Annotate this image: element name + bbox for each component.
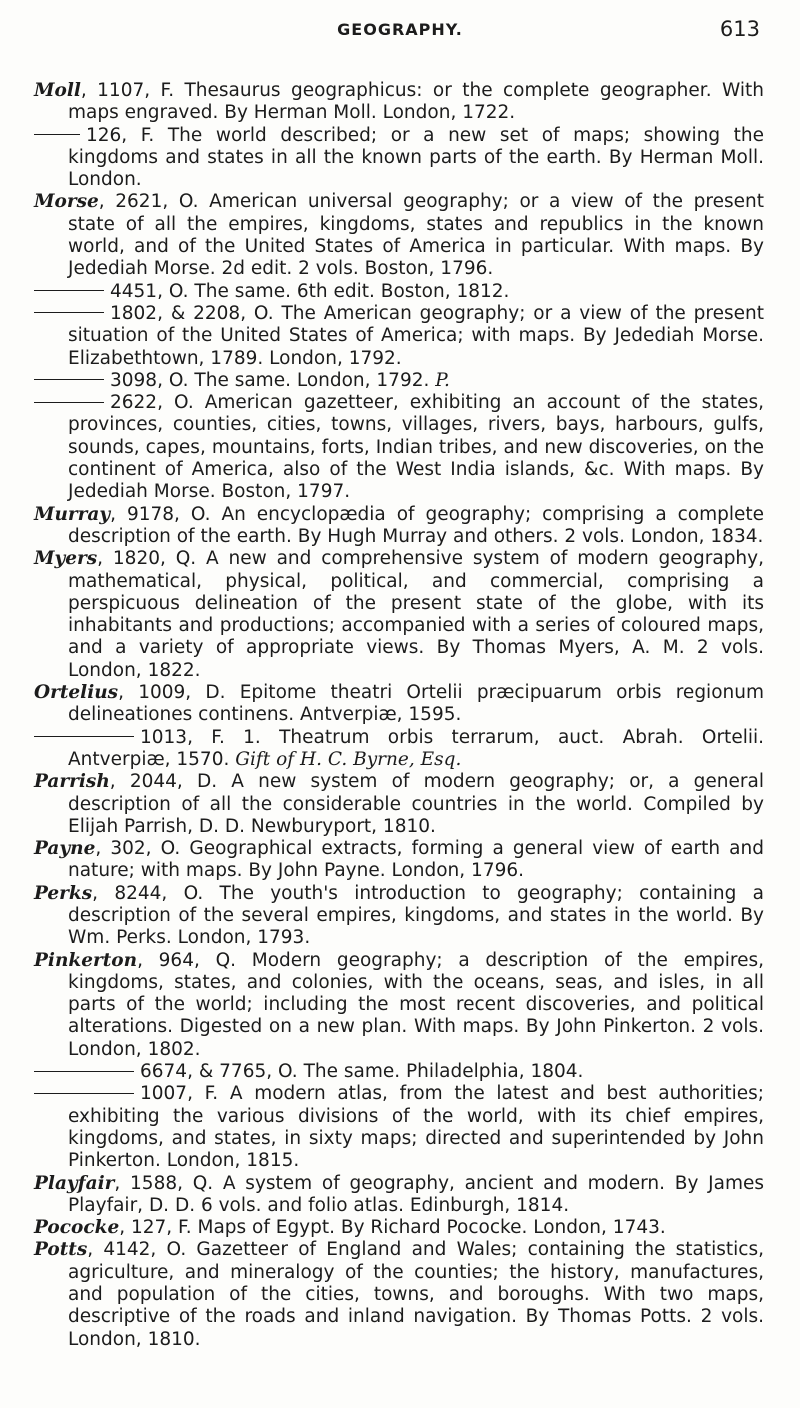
entry-text: , 2621, O. American universal geography; or a view of the present state of all the empires, kingdoms, states and republics in the known world, and of the United States of America in particular. With maps. By Jedediah Morse. 2d edit. 2 vols. Boston, 1796. xyxy=(68,191,764,280)
entry-text: , 2044, D. A new system of modern geography; or, a general description of all the considerable countries in the world. Compiled by Elijah Parrish, D. D. Newburyport, 1810. xyxy=(68,771,764,837)
catalog-entry xyxy=(34,1239,764,1350)
ditto-dash xyxy=(34,379,104,380)
entry-text: 2622, O. American gazetteer, exhibiting an account of the states, provinces, counties, cities, towns, villages, rivers, bays, harbours, gulfs, sounds, capes, mountains, forts, Indian tribes, and new discoveries, on the continent of America, also of the West India islands, &c. With maps. By Jedediah Morse. Boston, 1797. xyxy=(68,392,764,503)
ditto-dash xyxy=(34,134,80,135)
author-name: Ortelius xyxy=(34,682,119,704)
entry-text: , 1588, Q. A system of geography, ancient and modern. By James Playfair, D. D. 6 vols. and folio atlas. Edinburgh, 1814. xyxy=(68,1172,764,1216)
catalog-entries xyxy=(34,80,764,1351)
entry-text: 1013, F. 1. Theatrum orbis terrarum, auct. Abrah. Ortelii. Antverpiæ, 1570. xyxy=(68,726,764,770)
ditto-dash xyxy=(34,312,104,313)
page-header xyxy=(40,16,760,46)
author-name: Moll xyxy=(34,80,81,101)
catalog-entry xyxy=(34,504,764,549)
catalog-entry xyxy=(34,1217,764,1239)
catalog-entry xyxy=(34,1061,764,1083)
entry-text: , 4142, O. Gazetteer of England and Wales; containing the statistics, agriculture, and mineralogy of the counties; the history, manufactures, and population of the cities, towns, and boroughs. With two maps, descriptive of the roads and inland navigation. By Thomas Potts. 2 vols. London, 1810. xyxy=(68,1239,764,1350)
entry-note: Gift of H. C. Byrne, Esq. xyxy=(235,748,462,770)
ditto-dash xyxy=(34,290,104,291)
catalog-entry xyxy=(34,950,764,1061)
catalog-entry xyxy=(34,125,764,192)
catalog-entry xyxy=(34,281,764,303)
catalog-entry xyxy=(34,548,764,682)
ditto-dash xyxy=(34,1071,134,1072)
catalog-entry xyxy=(34,1173,764,1218)
author-name: Playfair xyxy=(34,1172,115,1194)
catalog-entry xyxy=(34,191,764,280)
entry-text: , 1820, Q. A new and comprehensive system of modern geography, mathematical, physical, political, and commercial, comprising a perspicuous delineation of the present state of the globe, with its inhabitants and productions; accompanied with a series of coloured maps, and a variety of appropriate views. By Thomas Myers, A. M. 2 vols. London, 1822. xyxy=(68,548,764,681)
catalog-entry xyxy=(34,727,764,772)
entry-text: , 9178, O. An encyclopædia of geography; comprising a complete description of the earth. By Hugh Murray and others. 2 vols. London, 1834. xyxy=(68,503,764,547)
catalog-entry xyxy=(34,370,764,392)
catalog-entry xyxy=(34,883,764,950)
entry-text: , 1107, F. Thesaurus geographicus: or the complete geographer. With maps engraved. By Herman Moll. London, 1722. xyxy=(68,80,764,124)
author-name: Pococke xyxy=(34,1217,120,1239)
page-number: 613 xyxy=(719,17,760,41)
entry-text: 1802, & 2208, O. The American geography; or a view of the present situation of the United States of America; with maps. By Jedediah Morse. Elizabethtown, 1789. London, 1792. xyxy=(68,302,764,369)
author-name: Payne xyxy=(34,838,96,860)
entry-text: , 964, Q. Modern geography; a description of the empires, kingdoms, states, and colonies, with the oceans, seas, and isles, in all parts of the world; including the most recent discoveries, and political alterations. Digested on a new plan. With maps. By John Pinkerton. 2 vols. London, 1802. xyxy=(68,949,764,1060)
entry-text: 126, F. The world described; or a new set of maps; showing the kingdoms and states in all the known parts of the earth. By Herman Moll. London. xyxy=(68,124,764,191)
catalog-entry xyxy=(34,392,764,503)
entry-text: , 127, F. Maps of Egypt. By Richard Pococke. London, 1743. xyxy=(119,1217,666,1239)
author-name: Murray xyxy=(34,503,111,525)
entry-text: 3098, O. The same. London, 1792. xyxy=(110,369,430,391)
catalog-entry xyxy=(34,80,764,125)
author-name: Parrish xyxy=(34,771,110,793)
catalog-entry xyxy=(34,682,764,727)
entry-note: P. xyxy=(435,369,450,391)
author-name: Morse xyxy=(34,191,99,213)
entry-text: 4451, O. The same. 6th edit. Boston, 1812. xyxy=(110,280,510,302)
entry-text: 6674, & 7765, O. The same. Philadelphia, 1804. xyxy=(140,1061,584,1083)
catalog-entry xyxy=(34,303,764,370)
entry-text: , 8244, O. The youth's introduction to geography; containing a description of the several empires, kingdoms, and states in the world. By Wm. Perks. London, 1793. xyxy=(68,882,764,949)
entry-text: 1007, F. A modern atlas, from the latest and best authorities; exhibiting the various divisions of the world, with its chief empires, kingdoms, and states, in sixty maps; directed and superintended by John Pinkerton. London, 1815. xyxy=(68,1083,764,1172)
author-name: Myers xyxy=(34,548,98,570)
catalog-entry xyxy=(34,1083,764,1172)
entry-text: , 1009, D. Epitome theatri Ortelii præcipuarum orbis regionum delineationes continens. Antverpiæ, 1595. xyxy=(68,682,764,726)
ditto-dash xyxy=(34,1093,134,1094)
catalog-entry xyxy=(34,771,764,838)
author-name: Perks xyxy=(34,882,93,904)
entry-text: , 302, O. Geographical extracts, forming a general view of earth and nature; with maps. By John Payne. London, 1796. xyxy=(68,838,764,882)
ditto-dash xyxy=(34,736,134,737)
running-title: GEOGRAPHY. xyxy=(337,20,463,39)
ditto-dash xyxy=(34,402,104,403)
catalog-entry xyxy=(34,838,764,883)
author-name: Pinkerton xyxy=(34,949,138,971)
author-name: Potts xyxy=(34,1239,88,1261)
